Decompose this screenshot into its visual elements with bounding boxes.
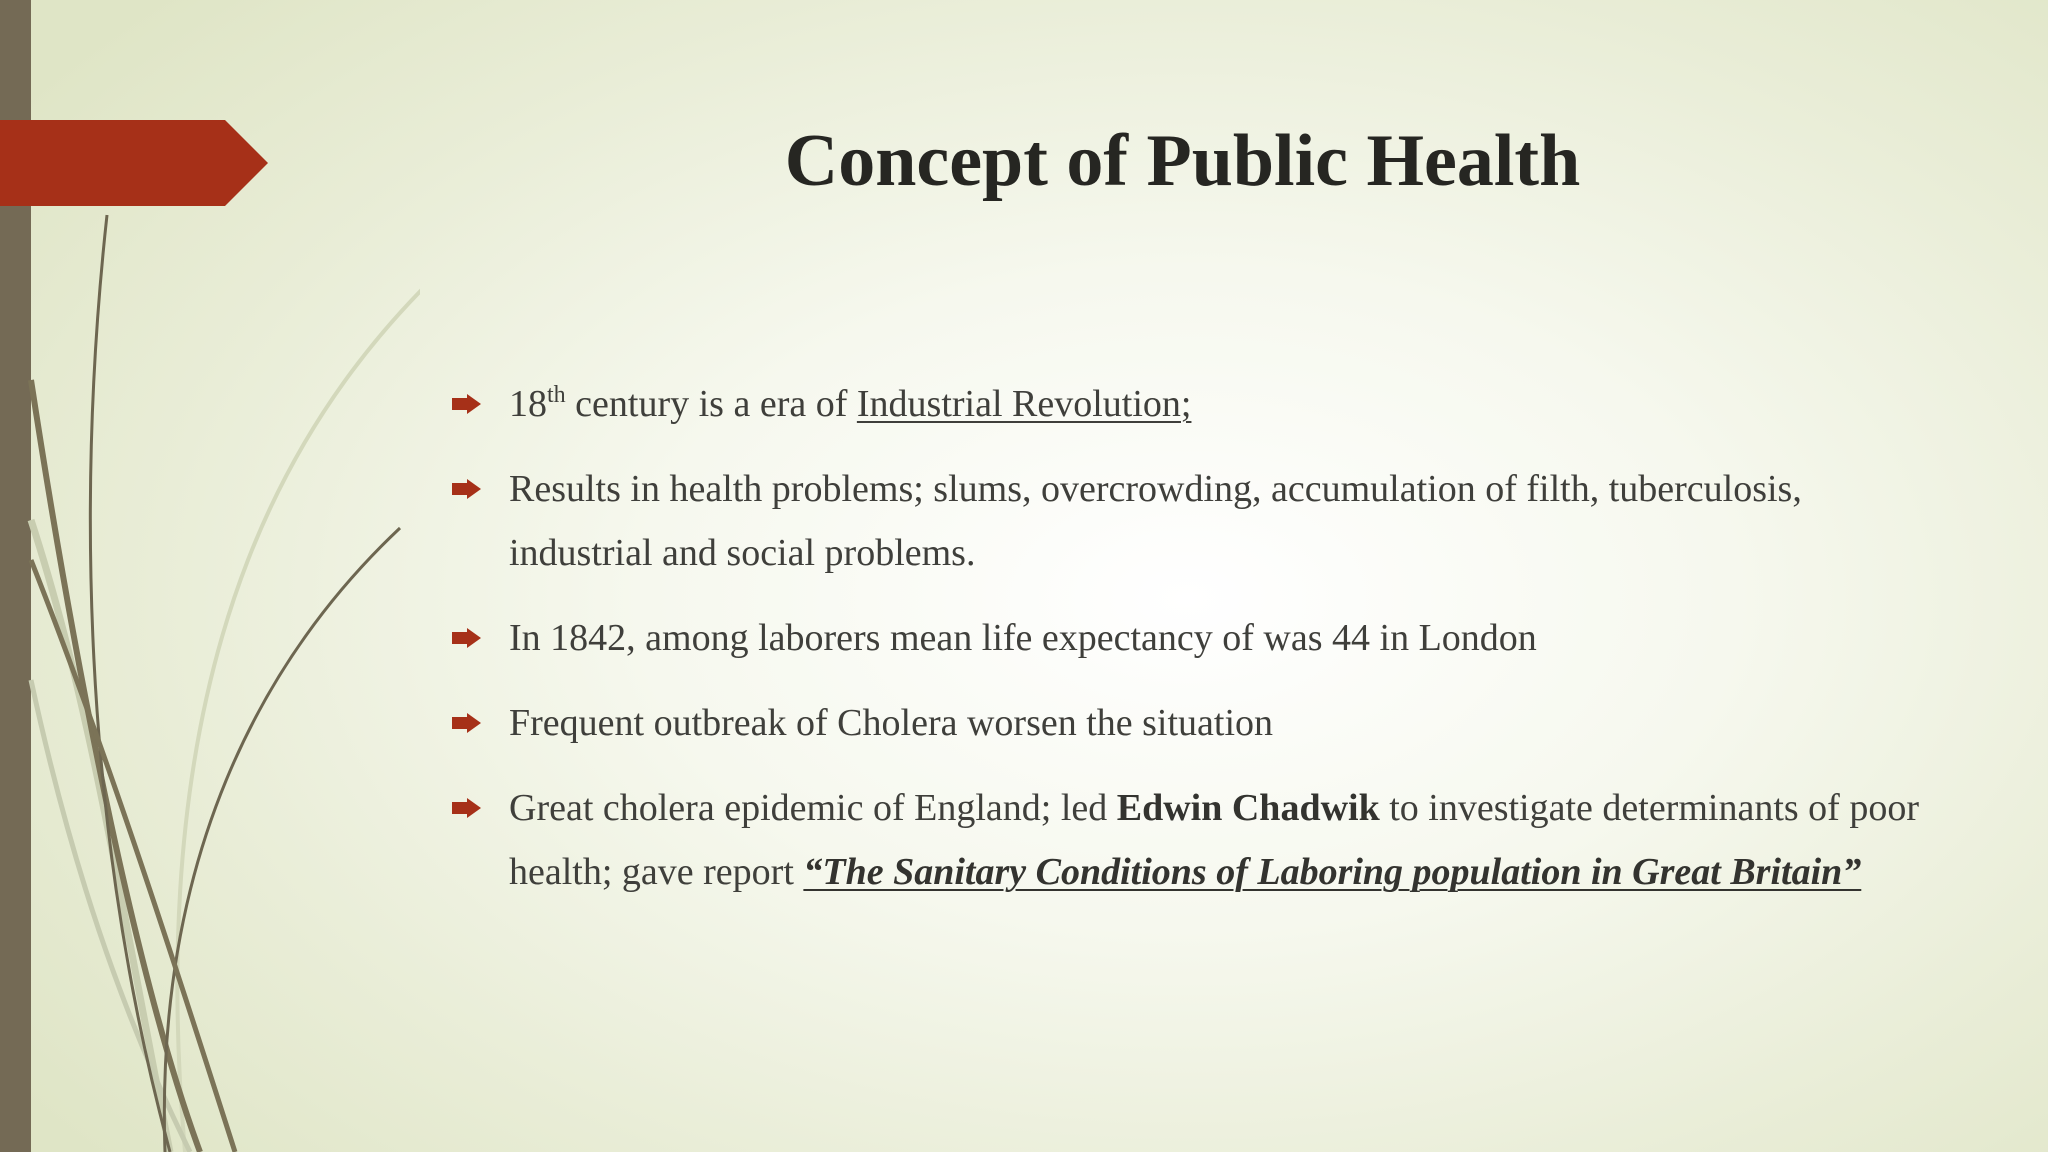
bullet-item [452,372,1932,436]
title-accent-tab [0,120,270,206]
bullet-item [452,691,1932,755]
bullet-item [452,776,1932,904]
dark-curve-3 [164,528,400,1152]
arrow-bullet-icon [452,713,481,733]
bullet-item [452,457,1932,585]
slide-title: Concept of Public Health [784,120,1581,202]
bullet-text: In 1842, among laborers mean life expectancy of was 44 in London [509,617,1537,659]
bullet-item [452,606,1932,670]
bullet-text: Frequent outbreak of Cholera worsen the situation [509,702,1274,744]
edwin-chadwik-name: Edwin Chadwik [1116,787,1380,829]
pale-curve-1 [177,235,420,1152]
arrow-bullet-icon [452,628,481,648]
arrow-bullet-icon [452,394,481,414]
dark-curve-1 [31,380,200,1152]
bullet-text: Results in health problems; slums, overcrowding, accumulation of filth, tuberculosis, industrial and social problems. [509,468,1802,574]
bullet-list [452,372,1932,925]
industrial-revolution-link: Industrial Revolution; [856,383,1192,425]
bullet-text: century is a era of [565,383,857,425]
arrow-bullet-icon [452,798,481,818]
arrow-bullet-icon [452,479,481,499]
bullet-text-ordinal: 18 [509,383,547,425]
dark-curve-4 [31,560,235,1152]
bullet-text: Great cholera epidemic of England; led [509,787,1117,829]
sanitary-report-title: “The Sanitary Conditions of Laboring population in Great Britain” [803,851,1862,893]
bullet-text-ordinal-suffix: th [547,382,566,408]
bullet-text: to investigate determinants of poor health; gave report [509,787,1919,893]
